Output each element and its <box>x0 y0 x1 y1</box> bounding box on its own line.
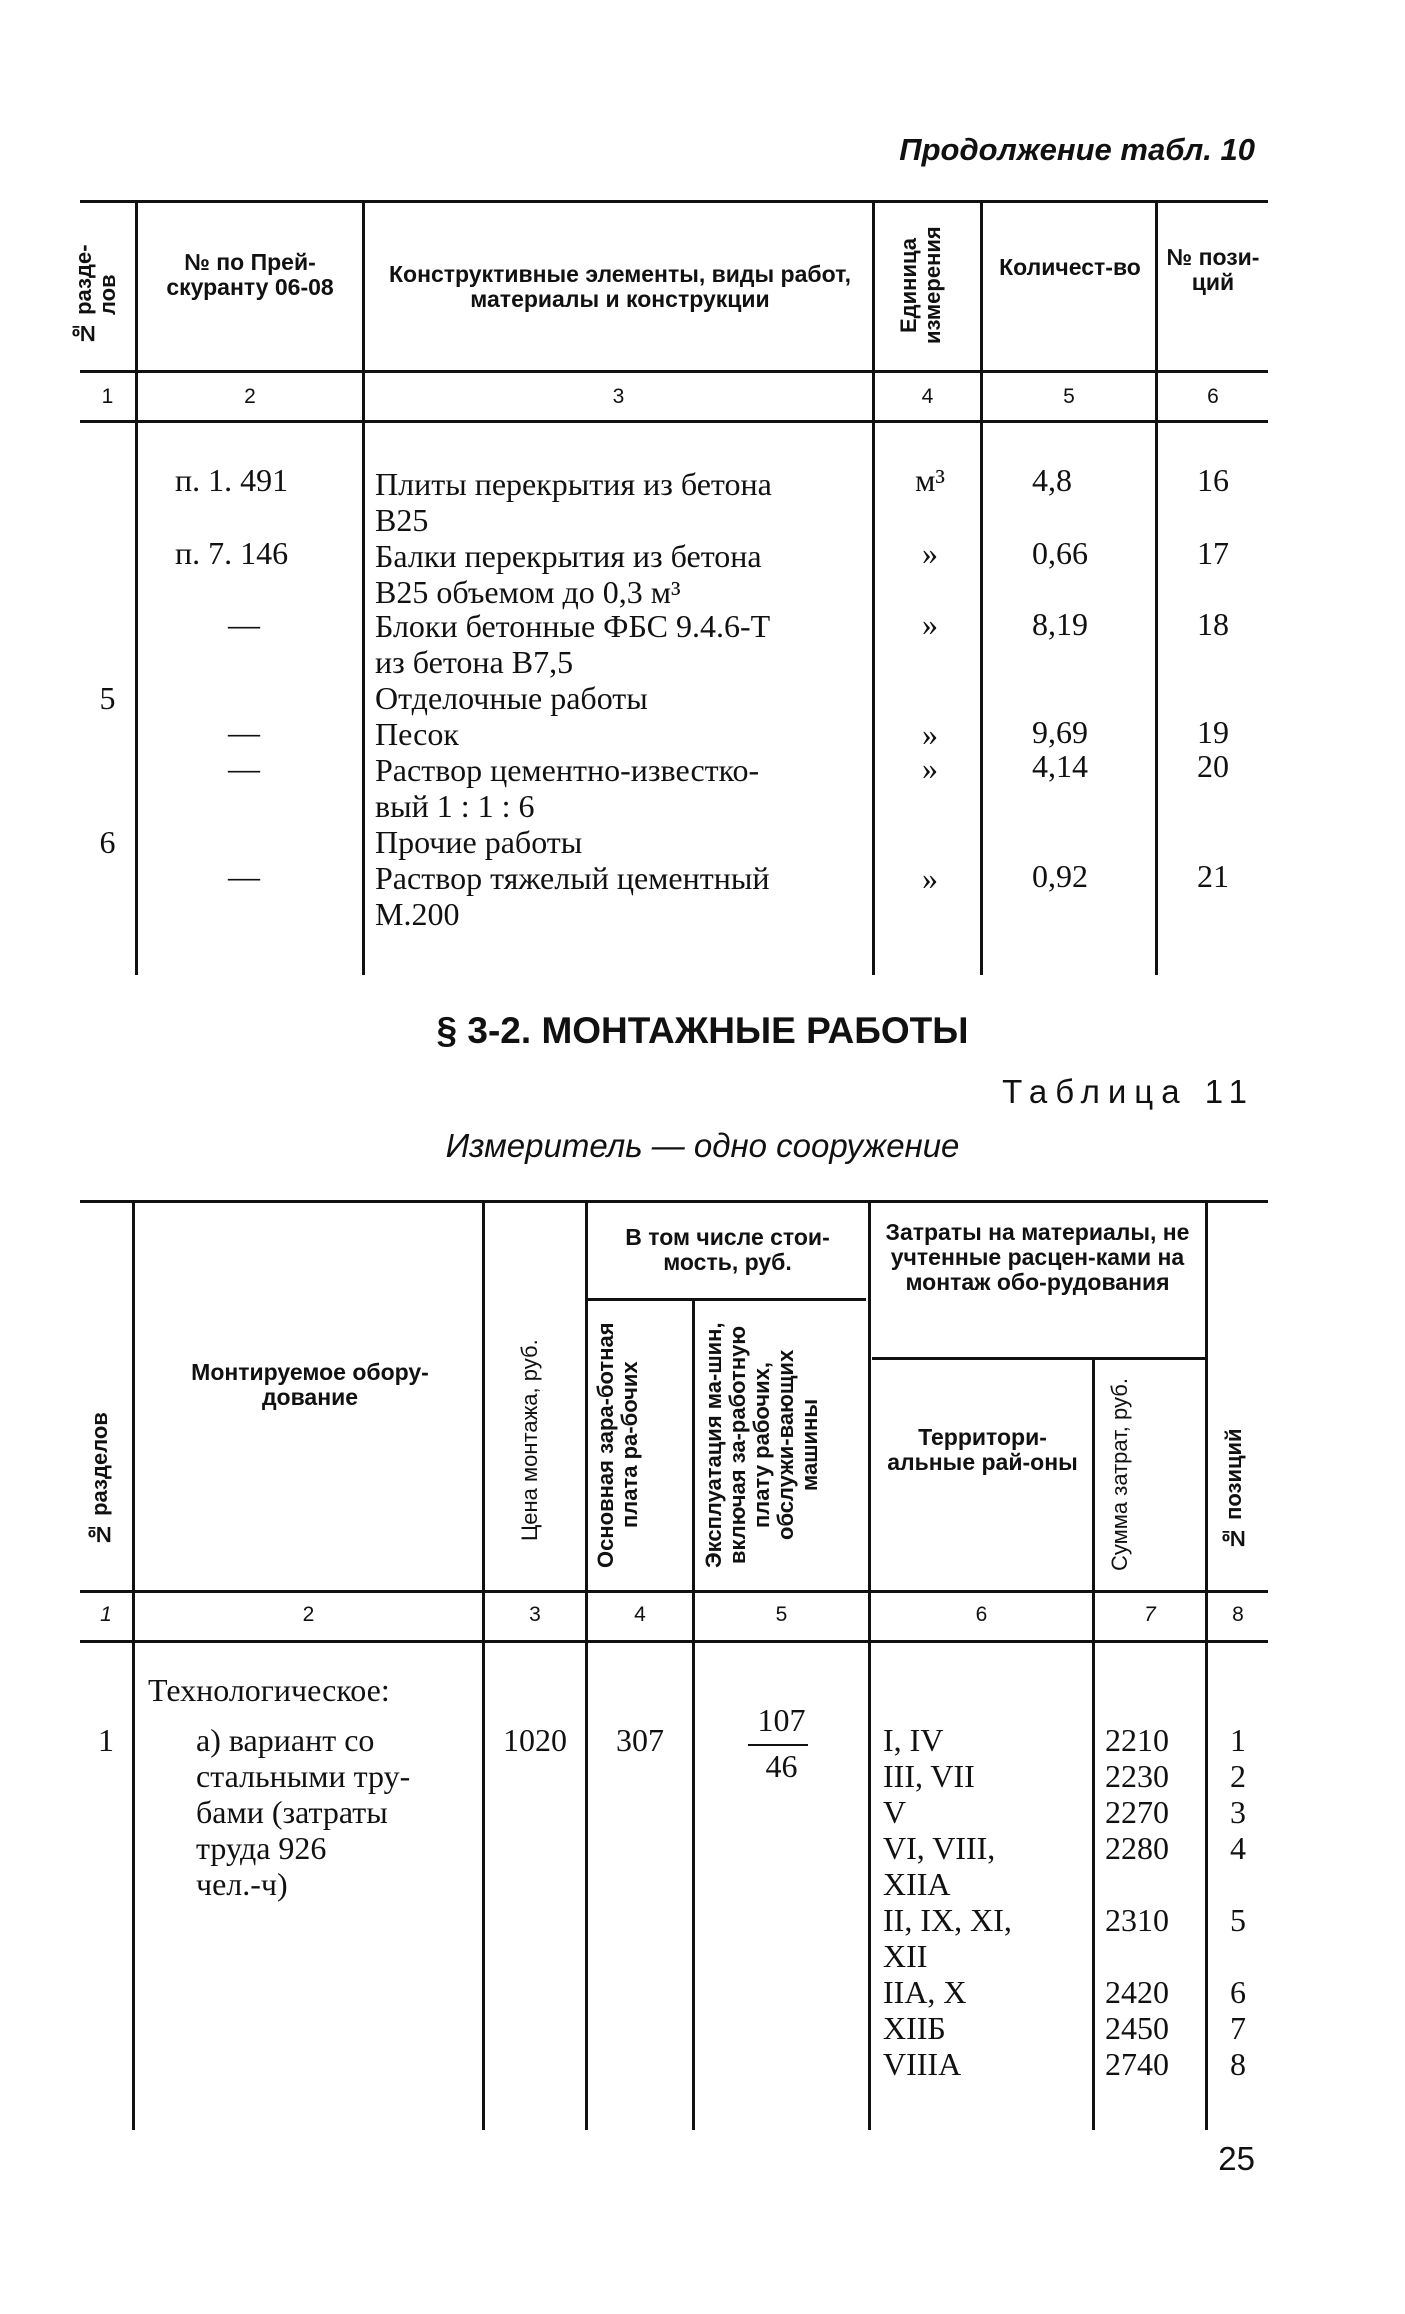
table-11-vrule-2 <box>482 1200 485 2130</box>
t11-price: 1020 <box>503 1722 567 1758</box>
table-10-vrule-3 <box>872 200 875 975</box>
table-11-vrule-5 <box>868 1200 871 2130</box>
t11-region: II, IX, XI, <box>883 1902 1012 1938</box>
t11-region: V <box>883 1794 907 1830</box>
table-11-vrule-6 <box>1092 1357 1095 2130</box>
t10-row-desc: Блоки бетонные ФБС 9.4.6-Т <box>375 608 771 644</box>
t11-equipment-line: чел.-ч) <box>196 1866 288 1902</box>
t10-row-qty: 8,19 <box>1032 606 1088 642</box>
t10-row-ref: — <box>228 606 260 642</box>
t10-row-desc: Раствор тяжелый цементный <box>375 860 770 896</box>
t10-row-qty: 4,8 <box>1032 462 1072 498</box>
t10-row-pos: 17 <box>1197 535 1229 571</box>
table-10-top-rule <box>80 200 1268 203</box>
t11-colnum-7: 7 <box>1144 1603 1156 1626</box>
table-10-vrule-2 <box>362 200 365 975</box>
t10-row-desc: Раствор цементно-известко- <box>375 752 760 788</box>
t10-row-desc: Балки перекрытия из бетона <box>375 538 762 574</box>
t11-region: XIIA <box>883 1866 951 1902</box>
t10-header-unit: Единица измерения <box>896 226 945 344</box>
t10-colnum-6: 6 <box>1207 385 1219 408</box>
t11-machines-top: 107 <box>757 1702 806 1738</box>
t11-region: VIIIA <box>883 2046 962 2082</box>
t11-equipment-line: а) вариант со <box>196 1722 375 1758</box>
t10-row-desc: Песок <box>375 716 459 752</box>
page-number: 25 <box>1218 2140 1255 2177</box>
table-10-colnum-rule <box>80 420 1268 423</box>
t10-row-desc: В25 <box>375 502 429 538</box>
t11-header-including: В том числе стои-мость, руб. <box>625 1224 830 1275</box>
t11-header-equipment: Монтируемое обору-дование <box>191 1359 429 1410</box>
continuation-title: Продолжение табл. 10 <box>899 132 1255 167</box>
t10-row-ref: — <box>228 858 260 894</box>
table-10-vrule-1 <box>135 200 138 975</box>
t11-pos: 3 <box>1230 1794 1246 1830</box>
t11-machines-bottom: 46 <box>765 1748 798 1784</box>
t10-row-ref: — <box>228 714 260 750</box>
t10-row-pos: 20 <box>1197 748 1229 784</box>
t11-region: VI, VIII, <box>883 1830 996 1866</box>
t10-colnum-4: 4 <box>921 385 934 408</box>
t11-sum: 2270 <box>1105 1794 1169 1830</box>
t10-row-unit: м³ <box>915 462 945 498</box>
section-title: § 3-2. МОНТАЖНЫЕ РАБОТЫ <box>436 1010 969 1051</box>
t10-row-unit: » <box>922 860 938 896</box>
t10-row-desc: М.200 <box>375 896 460 932</box>
t11-sum: 2740 <box>1105 2046 1169 2082</box>
t11-pos: 7 <box>1230 2010 1246 2046</box>
table-11-measure: Измеритель — одно сооружение <box>445 1127 960 1164</box>
t10-row-desc: Отделочные работы <box>375 680 648 716</box>
t11-pos: 6 <box>1230 1974 1246 2010</box>
t10-row-qty: 9,69 <box>1032 714 1088 750</box>
table-10-header-rule <box>80 370 1268 373</box>
table-10-vrule-4 <box>980 200 983 975</box>
t10-colnum-3: 3 <box>612 385 625 408</box>
t10-row-section: 5 <box>99 680 116 716</box>
t10-colnum-1: 1 <box>101 385 114 408</box>
t11-pos: 2 <box>1230 1758 1246 1794</box>
t11-pos: 8 <box>1230 2046 1246 2082</box>
t10-header-section: № разде-лов <box>71 244 120 346</box>
t10-row-pos: 19 <box>1197 714 1229 750</box>
t11-sum: 2280 <box>1105 1830 1169 1866</box>
t11-colnum-2: 2 <box>302 1603 315 1626</box>
t11-colnum-5: 5 <box>775 1603 788 1626</box>
t10-row-desc: Плиты перекрытия из бетона <box>375 466 772 502</box>
t11-colnum-4: 4 <box>634 1603 646 1626</box>
table-11-materials-rule <box>872 1357 1208 1360</box>
t11-header-position: № позиций <box>1221 1428 1246 1552</box>
t10-row-desc: Прочие работы <box>375 824 583 860</box>
t10-row-desc: В25 объемом до 0,3 м³ <box>375 574 681 610</box>
t11-header-wage: Основная зара-ботная плата ра-бочих <box>593 1322 642 1568</box>
t10-row-unit: » <box>922 750 938 786</box>
t10-colnum-5: 5 <box>1063 385 1075 408</box>
t11-header-price: Цена монтажа, руб. <box>517 1339 542 1541</box>
t11-fraction-line <box>748 1744 808 1746</box>
t11-region: XII <box>883 1938 928 1974</box>
t11-equipment-line: труда 926 <box>196 1830 327 1866</box>
t10-row-desc: из бетона В7,5 <box>375 644 574 680</box>
t10-colnum-2: 2 <box>244 385 256 408</box>
t11-wage: 307 <box>616 1722 664 1758</box>
t10-row-pos: 21 <box>1197 858 1229 894</box>
t11-section-num: 1 <box>98 1722 114 1758</box>
t11-region: XIIБ <box>883 2010 946 2046</box>
t10-header-price-ref: № по Прей-скуранту 06-08 <box>166 249 334 300</box>
t10-row-unit: » <box>922 606 938 642</box>
t10-row-qty: 0,66 <box>1032 535 1088 571</box>
t11-header-machines: Эксплуатация ма-шин, включая за-работную плату рабочих, обслужи-вающих машины <box>701 1322 822 1568</box>
t11-sum: 2210 <box>1105 1722 1169 1758</box>
table-11-top-rule <box>80 1200 1268 1203</box>
t11-colnum-1: 1 <box>100 1603 112 1626</box>
t10-row-section: 6 <box>99 824 116 860</box>
t11-region: I, IV <box>883 1722 944 1758</box>
t10-row-unit: » <box>922 716 938 752</box>
t10-row-ref: — <box>228 750 260 786</box>
t10-row-unit: » <box>922 535 938 571</box>
table-11-vrule-1 <box>132 1200 135 2130</box>
t11-colnum-6: 6 <box>975 1603 988 1626</box>
table-11-vrule-3 <box>585 1200 588 2130</box>
t11-header-section: № разделов <box>87 1412 112 1548</box>
t11-region: III, VII <box>883 1758 975 1794</box>
t11-colnum-3: 3 <box>529 1603 541 1626</box>
t11-pos: 5 <box>1230 1902 1246 1938</box>
t11-colnum-8: 8 <box>1232 1603 1244 1626</box>
table-11-including-rule <box>588 1298 866 1301</box>
t10-row-desc: вый 1 : 1 : 6 <box>375 788 535 824</box>
table-11-colnum-rule <box>80 1640 1268 1643</box>
t10-row-qty: 4,14 <box>1032 748 1088 784</box>
t11-sum: 2420 <box>1105 1974 1169 2010</box>
t11-header-materials: Затраты на материалы, не учтенные расцен-ками на монтаж обо-рудования <box>885 1219 1190 1295</box>
t10-header-position: № пози-ций <box>1166 244 1260 295</box>
t11-pos: 4 <box>1230 1830 1246 1866</box>
t10-row-ref: п. 7. 146 <box>175 535 289 571</box>
table-11-header-rule <box>80 1590 1268 1593</box>
t10-row-pos: 16 <box>1197 462 1229 498</box>
t10-header-quantity: Количест-во <box>999 254 1141 280</box>
table-11-label: Таблица 11 <box>1002 1073 1255 1110</box>
t11-pos: 1 <box>1230 1722 1246 1758</box>
t10-row-qty: 0,92 <box>1032 858 1088 894</box>
t10-row-ref: п. 1. 491 <box>175 462 289 498</box>
t11-sum: 2310 <box>1105 1902 1169 1938</box>
t11-group-title: Технологическое: <box>148 1672 390 1708</box>
t10-header-elements: Конструктивные элементы, виды работ, материалы и конструкции <box>388 261 851 312</box>
t11-header-regions: Территори-альные рай-оны <box>887 1424 1078 1475</box>
t11-sum: 2450 <box>1105 2010 1169 2046</box>
t11-region: IIA, X <box>883 1974 967 2010</box>
t11-equipment-line: стальными тру- <box>196 1758 411 1794</box>
t11-header-sum: Сумма затрат, руб. <box>1107 1378 1132 1572</box>
t11-equipment-line: бами (затраты <box>196 1794 388 1830</box>
t11-sum: 2230 <box>1105 1758 1169 1794</box>
t10-row-pos: 18 <box>1197 606 1229 642</box>
